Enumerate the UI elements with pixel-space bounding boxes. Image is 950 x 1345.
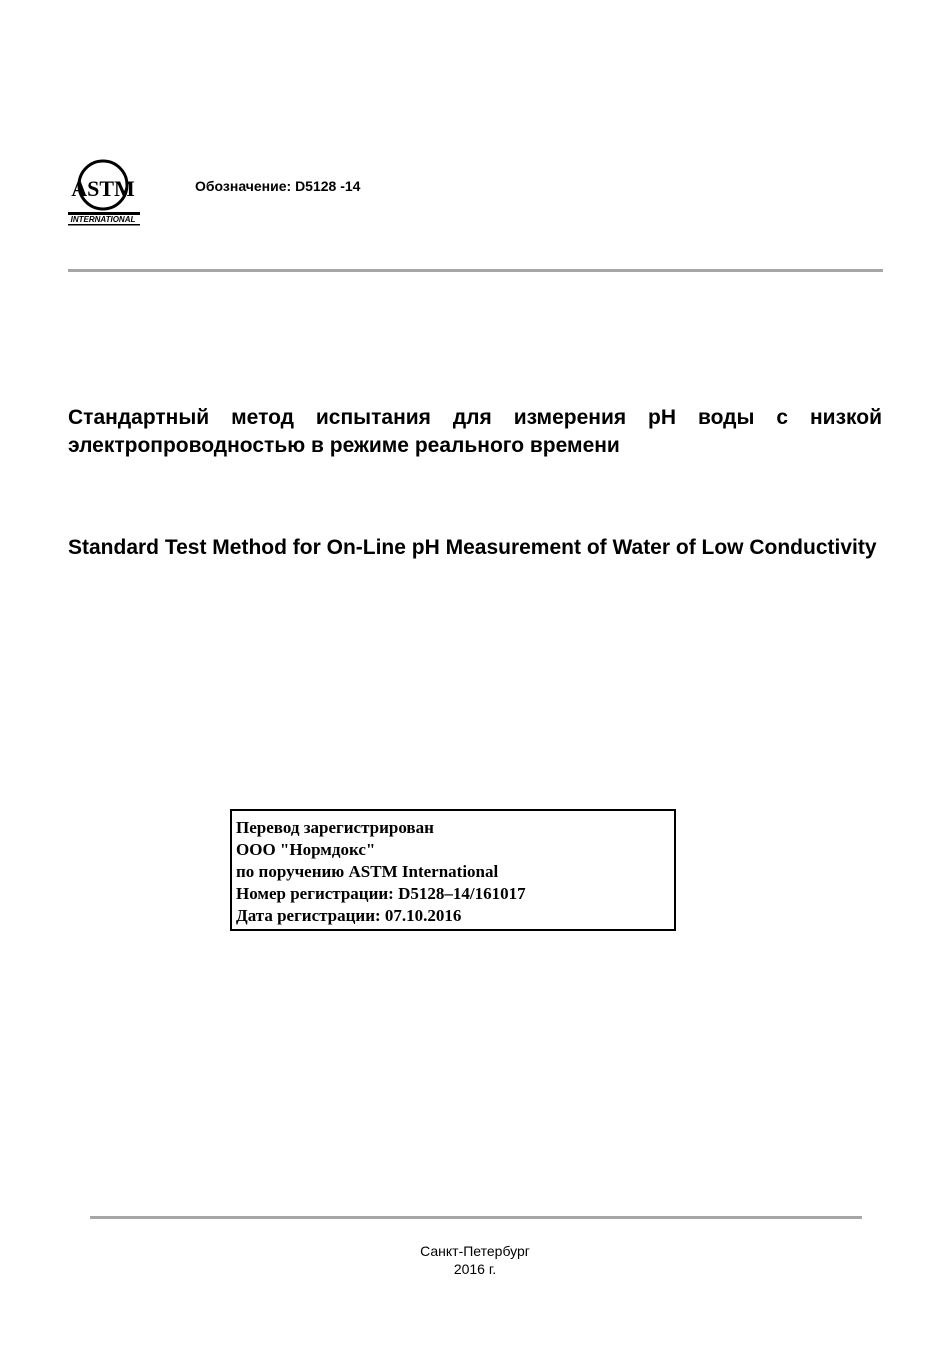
logo-mark-text: ASTM: [71, 176, 135, 201]
astm-logo-icon: [66, 158, 142, 228]
footer: [0, 1242, 950, 1278]
registration-line: Перевод зарегистрирован: [236, 818, 434, 837]
footer-year: 2016 г.: [453, 1261, 497, 1277]
title-russian: Стандартный метод испытания для измерения pH воды с низкой электропроводностью в режиме реального времени: [68, 406, 882, 457]
registration-line: Номер регистрации: D5128–14/161017: [236, 884, 526, 903]
title-english: Standard Test Method for On-Line pH Measurement of Water of Low Conductivity: [68, 536, 877, 559]
bottom-divider: [90, 1216, 862, 1219]
registration-box: [230, 809, 676, 931]
logo-subtext: INTERNATIONAL: [70, 215, 136, 224]
registration-line: по поручению ASTM International: [236, 862, 499, 881]
astm-logo: [66, 158, 142, 228]
top-divider: [68, 269, 883, 272]
footer-city: Санкт-Петербург: [420, 1243, 530, 1259]
designation-label: Обозначение: D5128 -14: [195, 178, 361, 194]
registration-line: Дата регистрации: 07.10.2016: [236, 906, 462, 925]
registration-line: ООО "Нормдокс": [236, 840, 376, 859]
